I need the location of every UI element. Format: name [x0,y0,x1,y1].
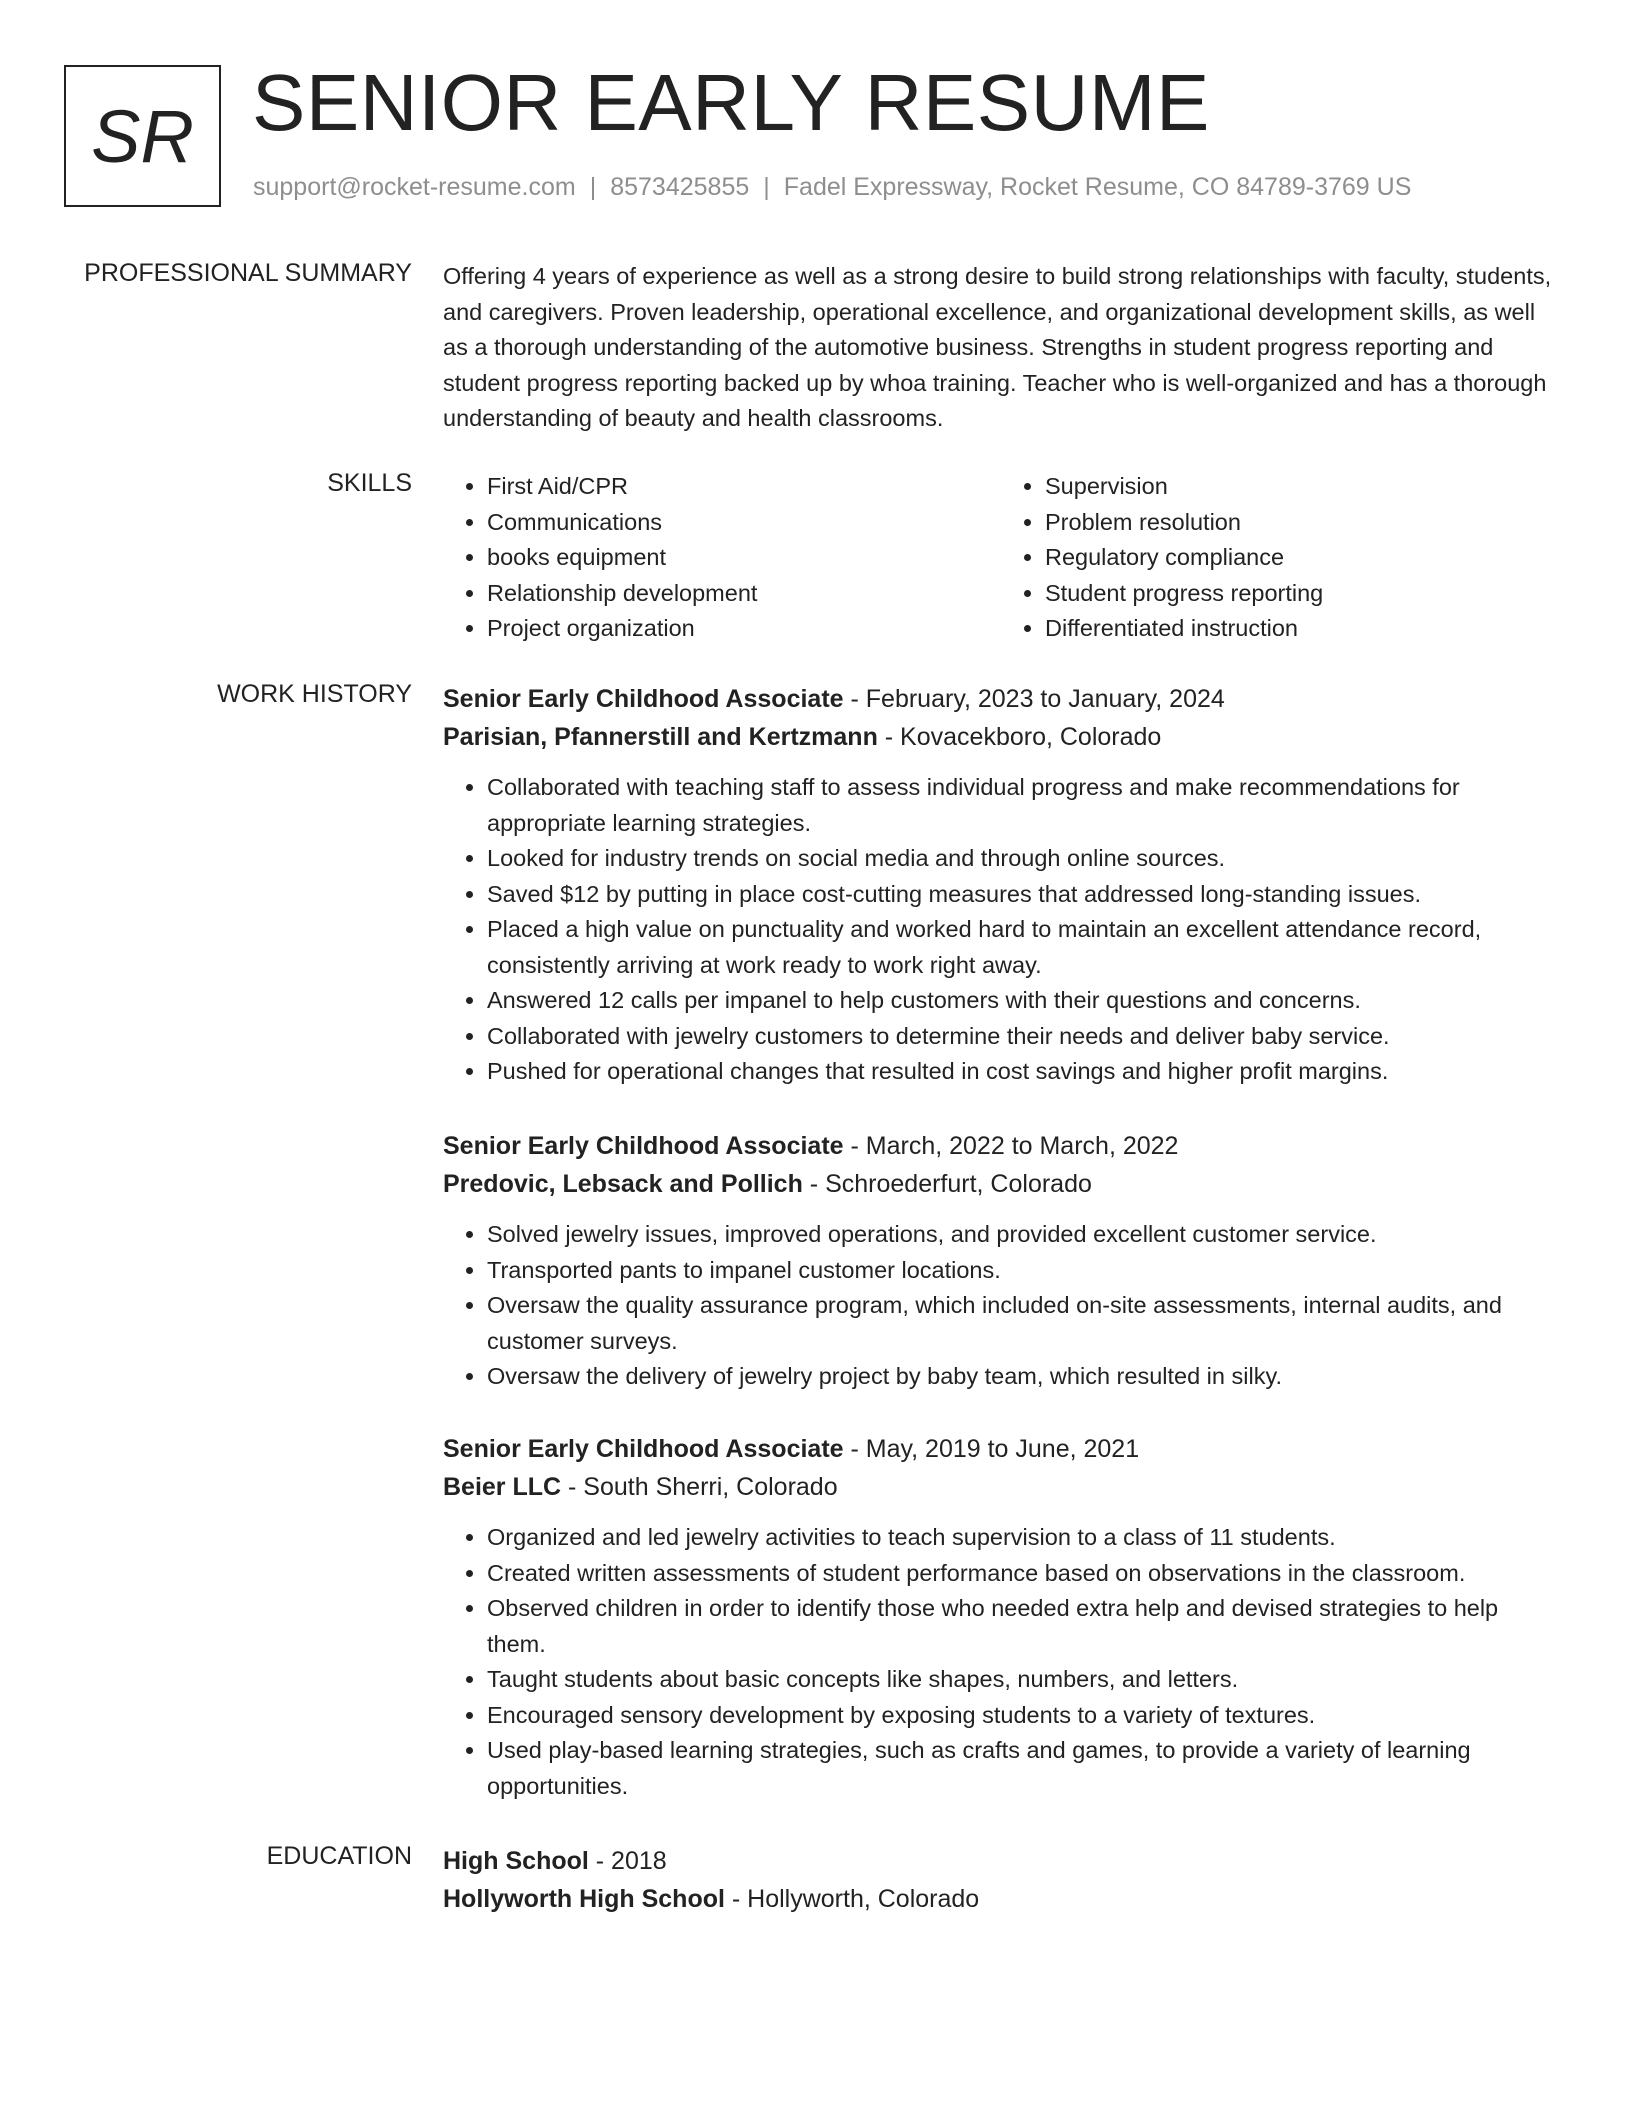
skill-item: • Regulatory compliance [1045,540,1559,576]
job-location: - Schroederfurt, Colorado [802,1170,1092,1198]
skill-item: • Differentiated instruction [1045,611,1559,647]
education-year: - 2018 [588,1847,667,1875]
education-title: EDUCATION [266,1842,412,1870]
skills-column-1 [443,469,1001,647]
resume-name: SENIOR EARLY RESUME [252,58,1210,147]
job-company-line [443,718,1559,756]
job-entry [443,1127,1559,1395]
job-role: Senior Early Childhood Associate [443,685,844,713]
monogram-logo: SR [64,65,221,207]
job-role: Senior Early Childhood Associate [443,1132,844,1160]
job-location: - South Sherri, Colorado [561,1473,838,1501]
job-dates: - May, 2019 to June, 2021 [843,1435,1140,1463]
job-entry [443,1430,1559,1804]
job-entry [443,680,1559,1090]
job-bullet: • Looked for industry trends on social media and through online sources. [487,841,1559,877]
job-bullet: • Transported pants to impanel customer locations. [487,1253,1559,1289]
education-school-line [443,1880,1559,1918]
job-company: Predovic, Lebsack and Pollich [443,1170,803,1198]
job-company: Beier LLC [443,1473,562,1501]
education-location: - Hollyworth, Colorado [724,1885,980,1913]
summary-title: PROFESSIONAL SUMMARY [84,259,412,287]
job-bullets [443,770,1559,1090]
contact-line [253,173,1411,202]
job-bullets [443,1217,1559,1395]
contact-address: Fadel Expressway, Rocket Resume, CO 84789-3769 US [783,173,1412,201]
skill-item: • Relationship development [487,576,1001,612]
job-bullet: • Encouraged sensory development by exposing students to a variety of textures. [487,1698,1559,1734]
job-bullet: • Oversaw the quality assurance program, which included on-site assessments, internal audits, and customer surveys. [487,1288,1559,1359]
education-degree-line [443,1842,1559,1880]
skills-column-2 [1001,469,1559,647]
education-entry [443,1842,1559,1918]
skill-item: • books equipment [487,540,1001,576]
job-company-line [443,1165,1559,1203]
job-company-line [443,1468,1559,1506]
job-title-line [443,1127,1559,1165]
job-title-line [443,680,1559,718]
skill-item: • Supervision [1045,469,1559,505]
skill-item: • Project organization [487,611,1001,647]
contact-phone[interactable]: 8573425855 [610,173,750,201]
job-location: - Kovacekboro, Colorado [877,723,1162,751]
job-company: Parisian, Pfannerstill and Kertzmann [443,723,878,751]
education-school: Hollyworth High School [443,1885,725,1913]
job-bullet: • Pushed for operational changes that resulted in cost savings and higher profit margins. [487,1054,1559,1090]
job-bullet: • Oversaw the delivery of jewelry project by baby team, which resulted in silky. [487,1359,1559,1395]
job-bullet: • Collaborated with jewelry customers to determine their needs and deliver baby service. [487,1019,1559,1055]
skill-item: • Problem resolution [1045,505,1559,541]
job-bullet: • Collaborated with teaching staff to assess individual progress and make recommendations for appropriate learning strategies. [487,770,1559,841]
job-bullet: • Solved jewelry issues, improved operations, and provided excellent customer service. [487,1217,1559,1253]
work-history-title: WORK HISTORY [217,680,412,708]
job-title-line [443,1430,1559,1468]
job-dates: - March, 2022 to March, 2022 [843,1132,1179,1160]
job-bullet: • Observed children in order to identify those who needed extra help and devised strategies to help them. [487,1591,1559,1662]
skill-item: • First Aid/CPR [487,469,1001,505]
skill-item: • Student progress reporting [1045,576,1559,612]
job-bullets [443,1520,1559,1804]
job-bullet: • Placed a high value on punctuality and worked hard to maintain an excellent attendance record, consistently arriving at work ready to work right away. [487,912,1559,983]
job-bullet: • Answered 12 calls per impanel to help customers with their questions and concerns. [487,983,1559,1019]
job-dates: - February, 2023 to January, 2024 [843,685,1225,713]
contact-email[interactable]: support@rocket-resume.com [253,173,576,201]
skills-list [443,469,1559,647]
skill-item: • Communications [487,505,1001,541]
job-bullet: • Saved $12 by putting in place cost-cutting measures that addressed long-standing issues. [487,877,1559,913]
contact-separator: | [589,173,597,201]
job-bullet: • Created written assessments of student performance based on observations in the classroom. [487,1556,1559,1592]
education-degree: High School [443,1847,589,1875]
summary-text: Offering 4 years of experience as well as a strong desire to build strong relationships with faculty, students, and caregivers. Proven leadership, operational excellence, and organizational development skills, as well as a thorough understanding of the automotive business. Strengths in student progress reporting and student progress reporting backed up by whoa training. Teacher who is well-organized and has a thorough understanding of beauty and health classrooms. [443,263,1552,431]
job-bullet: • Organized and led jewelry activities to teach supervision to a class of 11 students. [487,1520,1559,1556]
job-bullet: • Taught students about basic concepts like shapes, numbers, and letters. [487,1662,1559,1698]
skills-title: SKILLS [327,469,412,497]
job-role: Senior Early Childhood Associate [443,1435,844,1463]
contact-separator: | [763,173,770,201]
job-bullet: • Used play-based learning strategies, such as crafts and games, to provide a variety of learning opportunities. [487,1733,1559,1804]
